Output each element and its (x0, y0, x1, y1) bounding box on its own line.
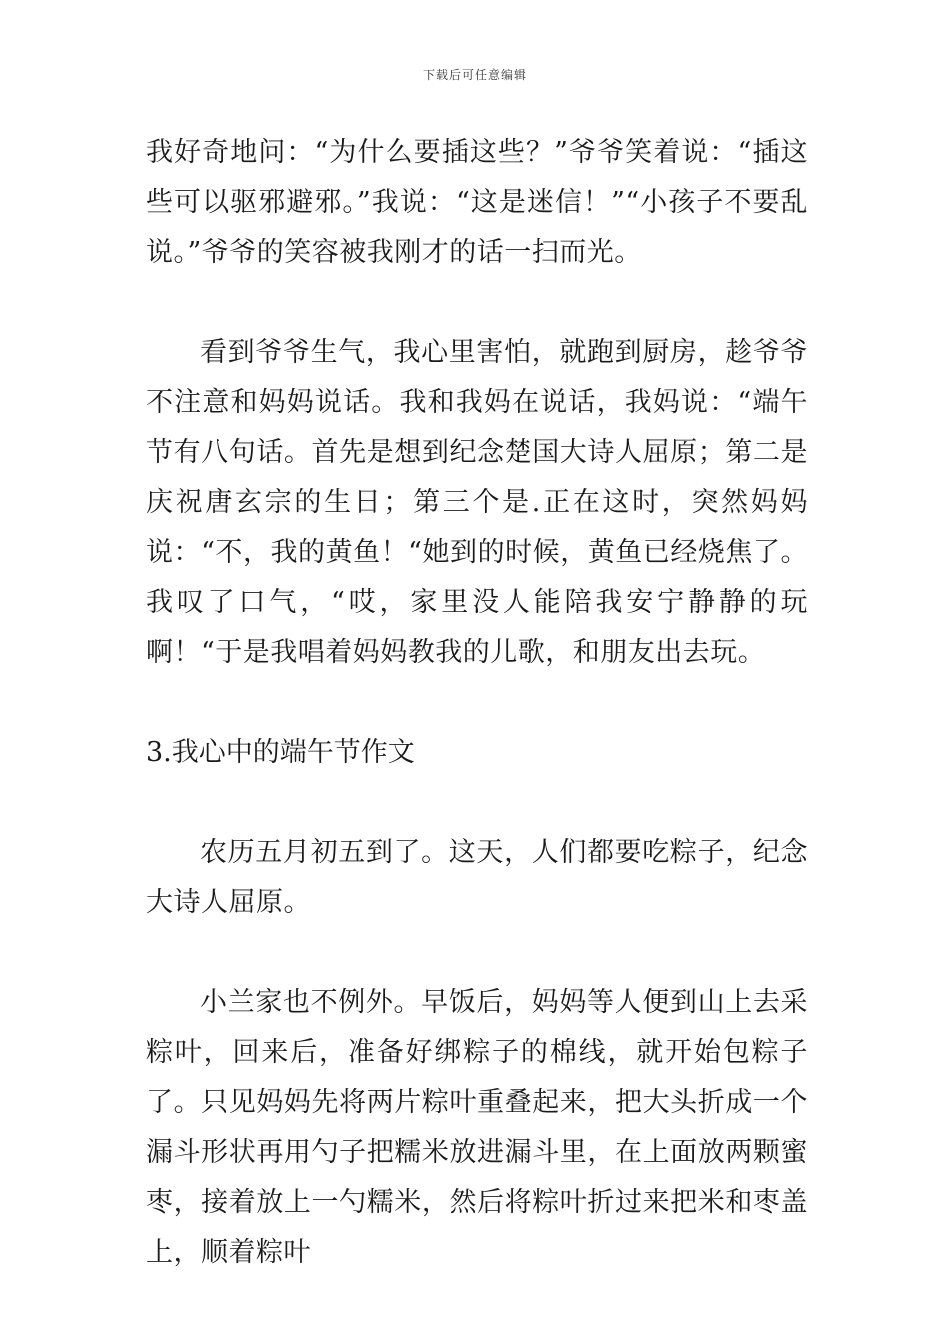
page-header: 下载后可任意编辑 (422, 68, 527, 82)
paragraph-spacer (146, 928, 808, 978)
paragraph-4: 小兰家也不例外。早饭后，妈妈等人便到山上去采粽叶，回来后，准备好绑粽子的棉线，就开始包粽子了。只见妈妈先将两片粽叶重叠起来，把大头折成一个漏斗形状再用勺子把糯米放进漏斗里，在上面放两颗蜜枣，接着放上一勺糯米，然后将粽叶折过来把米和枣盖上，顺着粽叶 (146, 987, 808, 1268)
paragraph-3: 农历五月初五到了。这天，人们都要吃粽子，纪念大诗人屈原。 (146, 837, 808, 918)
paragraph-spacer (146, 678, 808, 728)
paragraph-2: 看到爷爷生气，我心里害怕，就跑到厨房，趁爷爷不注意和妈妈说话。我和我妈在说话，我妈说：“端午节有八句话。首先是想到纪念楚国大诗人屈原；第二是庆祝唐玄宗的生日；第三个是.正在这时，突然妈妈说：“不，我的黄鱼！“她到的时候，黄鱼已经烧焦了。我叹了口气，“哎，家里没人能陪我安宁静静的玩啊！“于是我唱着妈妈教我的儿歌，和朋友出去玩。 (146, 337, 808, 668)
paragraph-spacer (146, 278, 808, 328)
document-body (146, 128, 808, 1278)
section-heading: 3.我心中的端午节作文 (146, 737, 415, 768)
paragraph-1: 我好奇地问：“为什么要插这些？”爷爷笑着说：“插这些可以驱邪避邪。”我说：“这是迷信！”“小孩子不要乱说。”爷爷的笑容被我刚才的话一扫而光。 (146, 137, 808, 268)
paragraph-spacer (146, 778, 808, 828)
